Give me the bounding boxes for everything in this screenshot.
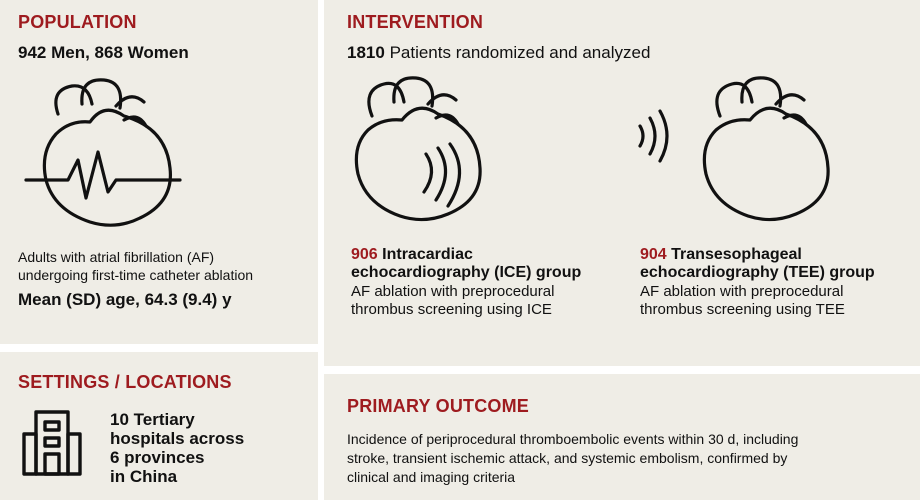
tee-title-1: Transesophageal [671, 246, 802, 263]
settings-panel [0, 352, 318, 500]
tee-count: 904 [640, 246, 667, 263]
tee-title-line2: echocardiography (TEE) group [640, 264, 875, 281]
tee-group [640, 246, 875, 319]
population-heading: POPULATION [18, 12, 137, 32]
ice-group [351, 246, 581, 319]
settings-heading: SETTINGS / LOCATIONS [18, 372, 232, 392]
tee-desc-line2: thrombus screening using TEE [640, 301, 845, 318]
settings-line1: 10 Tertiary [110, 410, 195, 429]
settings-text [110, 410, 244, 486]
outcome-panel [324, 374, 920, 500]
population-desc [18, 248, 253, 284]
population-age: Mean (SD) age, 64.3 (9.4) y [18, 290, 232, 309]
tee-title-line1 [640, 246, 875, 264]
intervention-heading: INTERVENTION [347, 12, 484, 32]
heart-tee-icon [686, 72, 836, 222]
heart-ecg-icon [20, 72, 190, 232]
sound-wave-icon [634, 108, 674, 164]
settings-line4: in China [110, 467, 178, 486]
outcome-line2: stroke, transient ischemic attack, and systemic embolism, confirmed by [347, 450, 788, 466]
intervention-count-text: Patients randomized and analyzed [389, 43, 651, 62]
ice-desc-line2: thrombus screening using ICE [351, 301, 552, 318]
hospital-building-icon [20, 408, 84, 478]
intervention-panel [324, 0, 920, 366]
outcome-heading: PRIMARY OUTCOME [347, 396, 530, 416]
heart-ice-icon [338, 72, 488, 222]
ice-desc-line1: AF ablation with preprocedural [351, 283, 555, 300]
population-men-women: 942 Men, 868 Women [18, 43, 189, 62]
settings-line2: hospitals across [110, 429, 245, 448]
settings-line3: 6 provinces [110, 448, 205, 467]
outcome-line1: Incidence of periprocedural thromboembolic events within 30 d, including [347, 431, 799, 447]
ice-count: 906 [351, 246, 378, 263]
population-desc-line1: Adults with atrial fibrillation (AF) [18, 249, 215, 265]
ice-title-line1 [351, 246, 581, 264]
outcome-line3: clinical and imaging criteria [347, 469, 516, 485]
population-panel [0, 0, 318, 344]
population-desc-line2: undergoing first-time catheter ablation [18, 267, 254, 283]
tee-desc-line1: AF ablation with preprocedural [640, 283, 844, 300]
intervention-count-line [347, 43, 650, 63]
outcome-text [347, 430, 798, 487]
intervention-count: 1810 [347, 43, 385, 62]
ice-title-line2: echocardiography (ICE) group [351, 264, 582, 281]
ice-title-1: Intracardiac [382, 246, 473, 263]
